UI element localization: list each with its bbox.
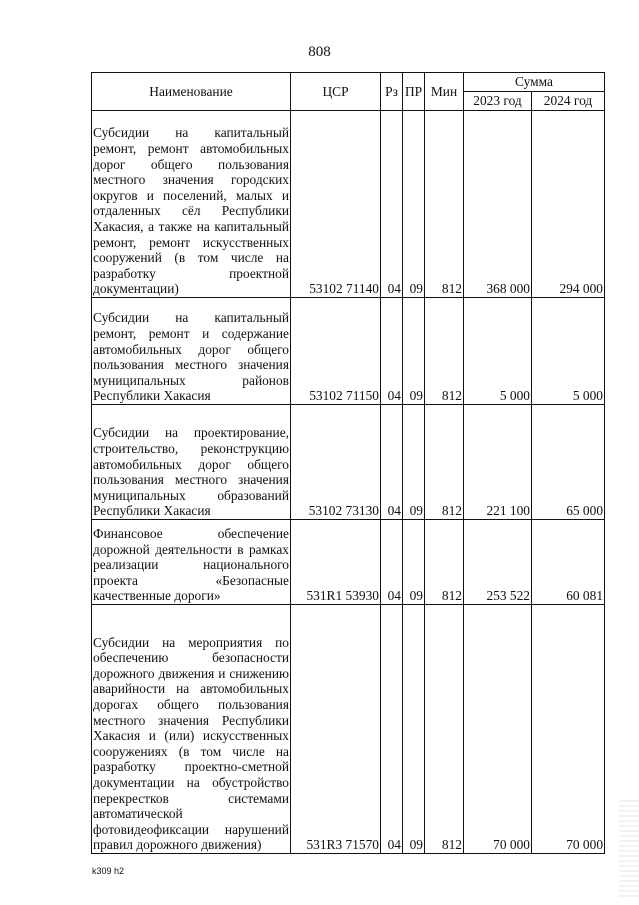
row-amount-2024: 294 000 xyxy=(532,111,605,298)
row-rz: 04 xyxy=(381,520,403,605)
row-rz: 04 xyxy=(381,605,403,854)
row-rz: 04 xyxy=(381,298,403,405)
header-min: Мин xyxy=(425,73,464,111)
row-name: Субсидии на капитальный ремонт, ремонт и содержание автомобильных дорог общего пользования местного значения муниципальных районов Республики Хакасия xyxy=(92,298,291,405)
row-pr: 09 xyxy=(403,405,425,520)
row-pr: 09 xyxy=(403,520,425,605)
row-amount-2023: 253 522 xyxy=(464,520,532,605)
budget-table xyxy=(91,72,605,854)
page-number: 808 xyxy=(308,44,331,60)
table-row xyxy=(92,298,605,405)
row-csr: 531R3 71570 xyxy=(291,605,381,854)
row-amount-2024: 70 000 xyxy=(532,605,605,854)
row-amount-2024: 60 081 xyxy=(532,520,605,605)
header-sum: Сумма xyxy=(464,73,605,92)
row-amount-2023: 368 000 xyxy=(464,111,532,298)
row-min: 812 xyxy=(425,405,464,520)
header-name: Наименование xyxy=(92,73,291,111)
footer-code: k309 h2 xyxy=(92,866,125,876)
row-min: 812 xyxy=(425,111,464,298)
row-min: 812 xyxy=(425,520,464,605)
table-row xyxy=(92,405,605,520)
header-pr: ПР xyxy=(403,73,425,111)
table-row xyxy=(92,605,605,854)
table-row xyxy=(92,520,605,605)
row-name: Финансовое обеспечение дорожной деятельности в рамках реализации национального проекта «Безопасные качественные дороги» xyxy=(92,520,291,605)
row-rz: 04 xyxy=(381,111,403,298)
row-pr: 09 xyxy=(403,111,425,298)
row-pr: 09 xyxy=(403,298,425,405)
row-pr: 09 xyxy=(403,605,425,854)
row-amount-2023: 5 000 xyxy=(464,298,532,405)
row-amount-2023: 221 100 xyxy=(464,405,532,520)
row-amount-2023: 70 000 xyxy=(464,605,532,854)
row-name: Субсидии на проектирование, строительство, реконструкцию автомобильных дорог общего пользования местного значения муниципальных образований Республики Хакасия xyxy=(92,405,291,520)
header-rz: Рз xyxy=(381,73,403,111)
row-min: 812 xyxy=(425,298,464,405)
row-csr: 53102 71150 xyxy=(291,298,381,405)
row-csr: 53102 71140 xyxy=(291,111,381,298)
row-csr: 53102 73130 xyxy=(291,405,381,520)
header-csr: ЦСР xyxy=(291,73,381,111)
row-amount-2024: 65 000 xyxy=(532,405,605,520)
row-rz: 04 xyxy=(381,405,403,520)
row-min: 812 xyxy=(425,605,464,854)
header-year-2023: 2023 год xyxy=(464,92,532,111)
row-name: Субсидии на мероприятия по обеспечению безопасности дорожного движения и снижению аварийности на автомобильных дорогах общего пользования местного значения Республики Хакасия и (или) искусственных сооружениях (в том числе на разработку проектно-сметной документации на обустройство перекрестков системами автоматической фотовидеофиксации нарушений правил дорожного движения) xyxy=(92,605,291,854)
scan-noise xyxy=(619,800,639,900)
row-name: Субсидии на капитальный ремонт, ремонт автомобильных дорог общего пользования местного значения городских округов и поселений, малых и отдаленных сёл Республики Хакасия, а также на капитальный ремонт, ремонт искусственных сооружений (в том числе на разработку проектной документации) xyxy=(92,111,291,298)
row-csr: 531R1 53930 xyxy=(291,520,381,605)
header-year-2024: 2024 год xyxy=(532,92,605,111)
row-amount-2024: 5 000 xyxy=(532,298,605,405)
table-row xyxy=(92,111,605,298)
